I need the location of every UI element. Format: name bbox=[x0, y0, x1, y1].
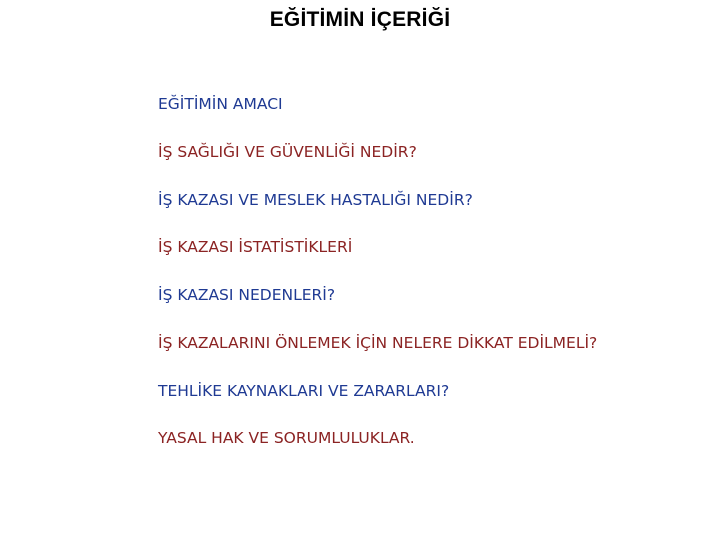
list-item-accident-disease-definition: İŞ KAZASI VE MESLEK HASTALIĞI NEDİR? bbox=[158, 191, 473, 209]
list-item-ohs-definition: İŞ SAĞLIĞI VE GÜVENLİĞİ NEDİR? bbox=[158, 143, 417, 161]
list-item-accident-causes: İŞ KAZASI NEDENLERİ? bbox=[158, 286, 336, 304]
list-item-accident-prevention: İŞ KAZALARINI ÖNLEMEK İÇİN NELERE DİKKAT EDİLMELİ? bbox=[158, 334, 598, 352]
list-item-hazard-sources: TEHLİKE KAYNAKLARI VE ZARARLARI? bbox=[158, 382, 450, 400]
list-item-training-purpose: EĞİTİMİN AMACI bbox=[158, 95, 283, 113]
slide-title: EĞİTİMİN İÇERİĞİ bbox=[269, 8, 451, 31]
list-item-accident-statistics: İŞ KAZASI İSTATİSTİKLERİ bbox=[158, 238, 353, 256]
list-item-legal-rights: YASAL HAK VE SORUMLULUKLAR. bbox=[158, 429, 415, 447]
